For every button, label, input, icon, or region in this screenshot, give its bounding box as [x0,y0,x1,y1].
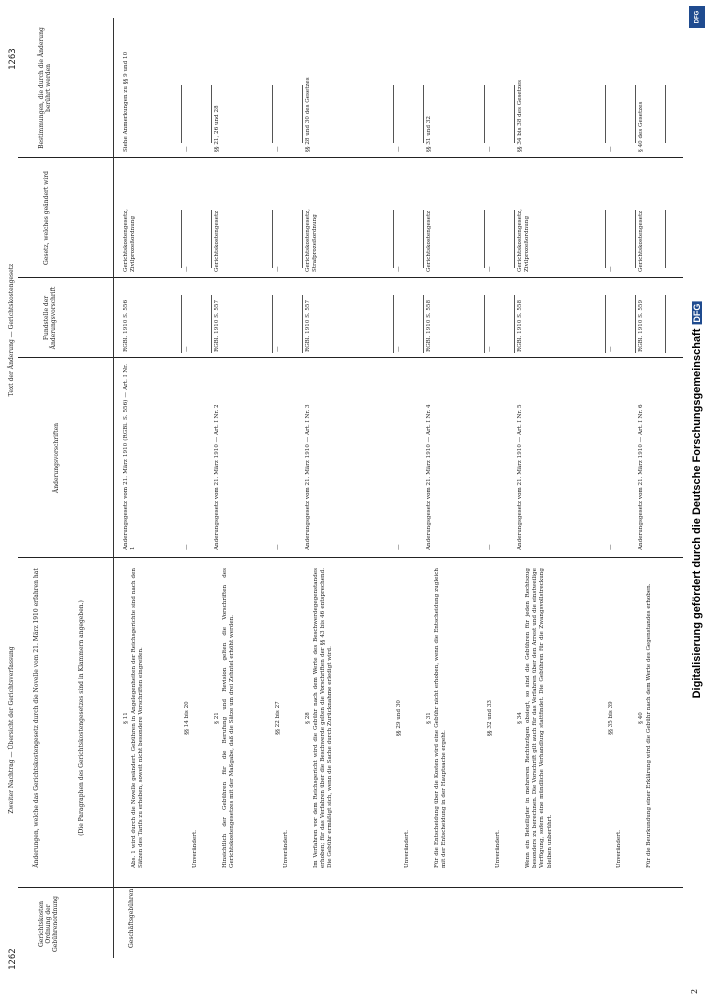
row-paragraph: § 11 [123,712,129,724]
row-law: — [396,266,402,272]
row-source: RGBl. 1910 S. 559 [638,299,644,352]
row-law: Gerichtskostengesetz, Zivilprozeßordnung [123,209,137,272]
column-rule [18,887,683,888]
row-source: — [487,346,493,352]
funding-banner [687,0,707,1000]
page-number-right: 1263 [8,48,18,70]
row-separator [272,210,273,268]
row-amendment: Änderungsgesetz vom 21. März 1910 — Art. I Nr. 5 [517,404,523,550]
row-separator [635,295,636,353]
row-text: Unverändert. [495,830,501,868]
row-affected: §§ 31 und 32 [426,116,432,152]
row-law: Gerichtskostengesetz, Zivilprozeßordnung [517,209,531,272]
row-amendment: Änderungsgesetz vom 21. März 1910 — Art. I Nr. 4 [426,404,432,550]
row-amendment: — [184,544,190,550]
row-text: Unverändert. [283,830,289,868]
row-paragraph: § 40 [638,712,644,724]
row-text: Für die Entscheidung über die Kosten wird eine Gebühr nicht erhoben, wenn die Entscheidung zugleich mit der Entscheidung in der Hauptsache ergeht. [434,568,448,868]
row-separator [514,85,515,143]
row-separator [181,295,182,353]
row-separator [635,210,636,268]
row-affected: §§ 28 und 30 des Gesetzes [305,77,311,152]
row-separator [665,85,666,143]
row-source: — [275,346,281,352]
dfg-badge: DFG [692,303,702,323]
row-separator [211,210,212,268]
table-grid [18,18,683,958]
row-law: — [608,266,614,272]
heading-left: Zweiter Nachtrag — Übersicht der Gerichtsverfassung [8,646,15,814]
row-source: — [608,346,614,352]
column-rule [18,277,683,278]
editorial-label: Geschäftsgebühren [128,888,135,948]
column-header: Bestimmungen, die durch die Änderung berührt werden [38,27,52,149]
row-law: Gerichtskostengesetz, Strafprozeßordnung [305,209,319,272]
row-separator [211,85,212,143]
row-paragraph: §§ 22 bis 27 [275,701,281,735]
scale-mark: 2 [690,988,699,994]
row-separator [665,210,666,268]
row-source: RGBl. 1910 S. 556 [123,299,129,352]
row-separator [514,210,515,268]
row-source: — [396,346,402,352]
row-separator [302,85,303,143]
row-affected: §§ 21, 26 und 28 [214,105,220,152]
column-header: Änderungen, welche das Gerichtskostengesetz durch die Novelle vom 21. März 1910 erfahren hat [33,568,40,868]
row-paragraph: §§ 35 bis 39 [608,701,614,735]
row-affected: Siehe Anmerkungen zu §§ 9 und 10 [123,51,129,152]
column-subheader: (Die Paragraphen des Gerichtskostengesetzes sind in Klammern angegeben.) [78,600,85,836]
row-text: Abs. 1 wird durch die Novelle geändert. Gebühren in Angelegenheiten der Reichsgerichte sind nach den Sätzen des Tarifs zu erheben, soweit nicht besondere Vorschriften eingreifen. [131,568,145,868]
row-affected: § 40 des Gesetzes [638,101,644,152]
row-source: — [184,346,190,352]
row-affected: — [184,146,190,152]
row-separator [514,295,515,353]
row-separator [393,295,394,353]
row-affected: §§ 34 bis 38 des Gesetzes [517,79,523,152]
row-law: Gerichtskostengesetz [214,210,220,272]
row-separator [484,295,485,353]
row-amendment: — [487,544,493,550]
row-source: RGBl. 1910 S. 557 [305,299,311,352]
column-header: Änderungsvorschriften [53,422,60,494]
row-separator [423,85,424,143]
row-separator [484,85,485,143]
row-source: RGBl. 1910 S. 558 [426,299,432,352]
row-separator [181,210,182,268]
row-source: RGBl. 1910 S. 557 [214,299,220,352]
column-rule [18,557,683,558]
column-rule [18,157,683,158]
row-amendment: — [275,544,281,550]
row-text: Unverändert. [616,830,622,868]
row-paragraph: §§ 14 bis 20 [184,701,190,735]
column-header: Gesetz, welches geändert wird [43,171,50,265]
row-separator [211,295,212,353]
column-header: Fundstelle der Änderungsvorschrift [43,286,57,350]
row-separator [605,210,606,268]
row-amendment: Änderungsgesetz vom 21. März 1910 (RGBl. S. 556) — Art. I Nr. 1 [123,364,137,550]
row-affected: — [487,146,493,152]
header-rule [113,18,114,958]
column-header: Gerichtskosten Ordnung der Gebührenordnung [38,896,59,952]
row-paragraph: § 34 [517,712,523,724]
banner-text: Digitalisierung gefördert durch die Deutsche Forschungsgemeinschaft [691,328,703,699]
row-law: Gerichtskostengesetz [426,210,432,272]
row-amendment: Änderungsgesetz vom 21. März 1910 — Art. I Nr. 2 [214,404,220,550]
row-law: — [184,266,190,272]
row-paragraph: §§ 32 und 33 [487,700,493,736]
row-separator [272,295,273,353]
row-text: Hinsichtlich der Gebühren für die Berufung und Revision gelten die Vorschriften des Gerichtskostengesetzes mit der Maßgabe, daß die Sätze um drei Zehntel erhöht werden. [222,568,236,868]
row-text: Unverändert. [192,830,198,868]
heading-right: Text der Änderung — Gerichtskostengesetz [8,263,15,397]
row-separator [635,85,636,143]
row-amendment: Änderungsgesetz vom 21. März 1910 — Art. I Nr. 3 [305,404,311,550]
row-paragraph: §§ 29 und 30 [396,700,402,736]
row-amendment: — [608,544,614,550]
row-paragraph: § 28 [305,712,311,724]
row-separator [605,85,606,143]
row-separator [605,295,606,353]
row-separator [484,210,485,268]
row-separator [181,85,182,143]
row-text: Wenn ein Beteiligter in mehreren Rechtszügen obsiegt, so sind die Gebühren für jeden Rechtszug besonders zu berechnen. Die Vorschrift gilt auch für das Verfahren über den Arrest und die einstweilige Verfügung, sofern eine mündliche Verhandlung stattfindet. Die Gebühren für die Zwangsvollstreckung bleiben unberührt. [525,568,553,868]
row-separator [302,295,303,353]
row-law: Gerichtskostengesetz [638,210,644,272]
row-law: — [487,266,493,272]
row-separator [393,210,394,268]
row-paragraph: § 31 [426,712,432,724]
column-rule [18,357,683,358]
page-number-left: 1262 [8,948,18,970]
row-text: Unverändert. [404,830,410,868]
row-law: — [275,266,281,272]
row-affected: — [608,146,614,152]
row-separator [302,210,303,268]
row-affected: — [275,146,281,152]
row-separator [272,85,273,143]
row-separator [665,295,666,353]
row-separator [423,295,424,353]
row-amendment: — [396,544,402,550]
row-text: Im Verfahren vor dem Reichsgericht wird die Gebühr nach dem Werte des Beschwerdegegenstandes erhoben; für das Verfahren über die Beschwerde gelten die Vorschriften der §§ 43 bis 46 entsprechend. Die Gebühr ermäßigt sich, wenn die Sache durch Zurücknahme erledigt wird. [313,568,334,868]
row-paragraph: § 21 [214,712,220,724]
row-affected: — [396,146,402,152]
row-separator [393,85,394,143]
row-source: RGBl. 1910 S. 558 [517,299,523,352]
row-separator [423,210,424,268]
row-amendment: Änderungsgesetz vom 21. März 1910 — Art. I Nr. 6 [638,404,644,550]
dfg-logo-icon: DFG [689,6,705,28]
row-text: Für die Beurkundung einer Erklärung wird die Gebühr nach dem Werte des Gegenstandes erhoben. [646,583,652,868]
